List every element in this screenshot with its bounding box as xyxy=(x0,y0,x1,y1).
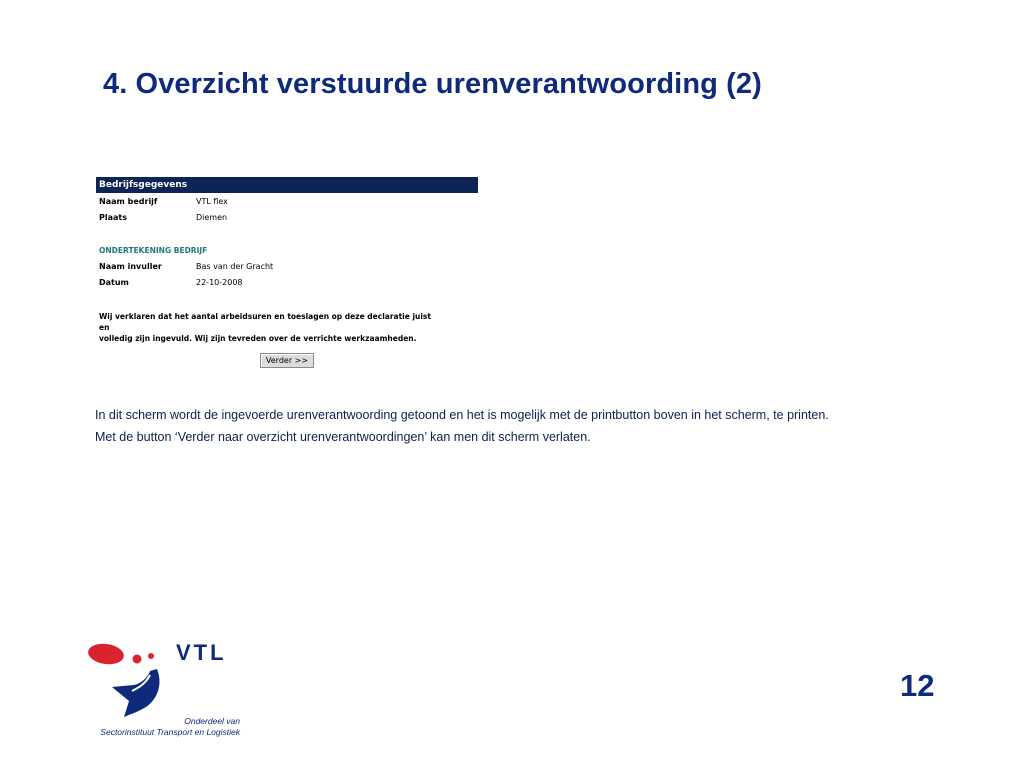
field-label: Naam bedrijf xyxy=(99,197,158,206)
logo-subtitle-line-2: Sectorinstituut Transport en Logistiek xyxy=(100,727,240,737)
field-value: 22-10-2008 xyxy=(196,278,243,287)
logo-wordmark: VTL xyxy=(176,640,227,665)
page-number: 12 xyxy=(900,668,935,703)
form-screenshot xyxy=(96,177,478,373)
declaration-line-1: Wij verklaren dat het aantal arbeidsuren en toeslagen op deze declaratie juist en xyxy=(99,312,431,332)
description-line-1: In dit scherm wordt de ingevoerde urenverantwoording getoond en het is mogelijk met de printbutton boven in het scherm, te printen. xyxy=(95,408,829,422)
logo-subtitle xyxy=(100,716,240,738)
field-label: Plaats xyxy=(99,213,127,222)
logo-subtitle-line-1: Onderdeel van xyxy=(184,716,240,726)
field-label: Naam invuller xyxy=(99,262,162,271)
field-label: Datum xyxy=(99,278,129,287)
slide-title: 4. Overzicht verstuurde urenverantwoording (2) xyxy=(103,68,762,100)
verder-button[interactable]: Verder >> xyxy=(260,353,314,368)
declaration-text xyxy=(99,311,439,344)
declaration-line-2: volledig zijn ingevuld. Wij zijn tevreden over de verrichte werkzaamheden. xyxy=(99,334,417,343)
field-value: Bas van der Gracht xyxy=(196,262,274,271)
description-line-2: Met de button ‘Verder naar overzicht urenverantwoordingen’ kan men dit scherm verlaten. xyxy=(95,430,591,444)
section-heading-ondertekening: ONDERTEKENING BEDRIJF xyxy=(99,246,208,255)
field-value: Diemen xyxy=(196,213,228,222)
section-header-bedrijfsgegevens: Bedrijfsgegevens xyxy=(96,177,478,193)
field-value: VTL flex xyxy=(196,197,228,206)
description-text xyxy=(95,404,975,448)
